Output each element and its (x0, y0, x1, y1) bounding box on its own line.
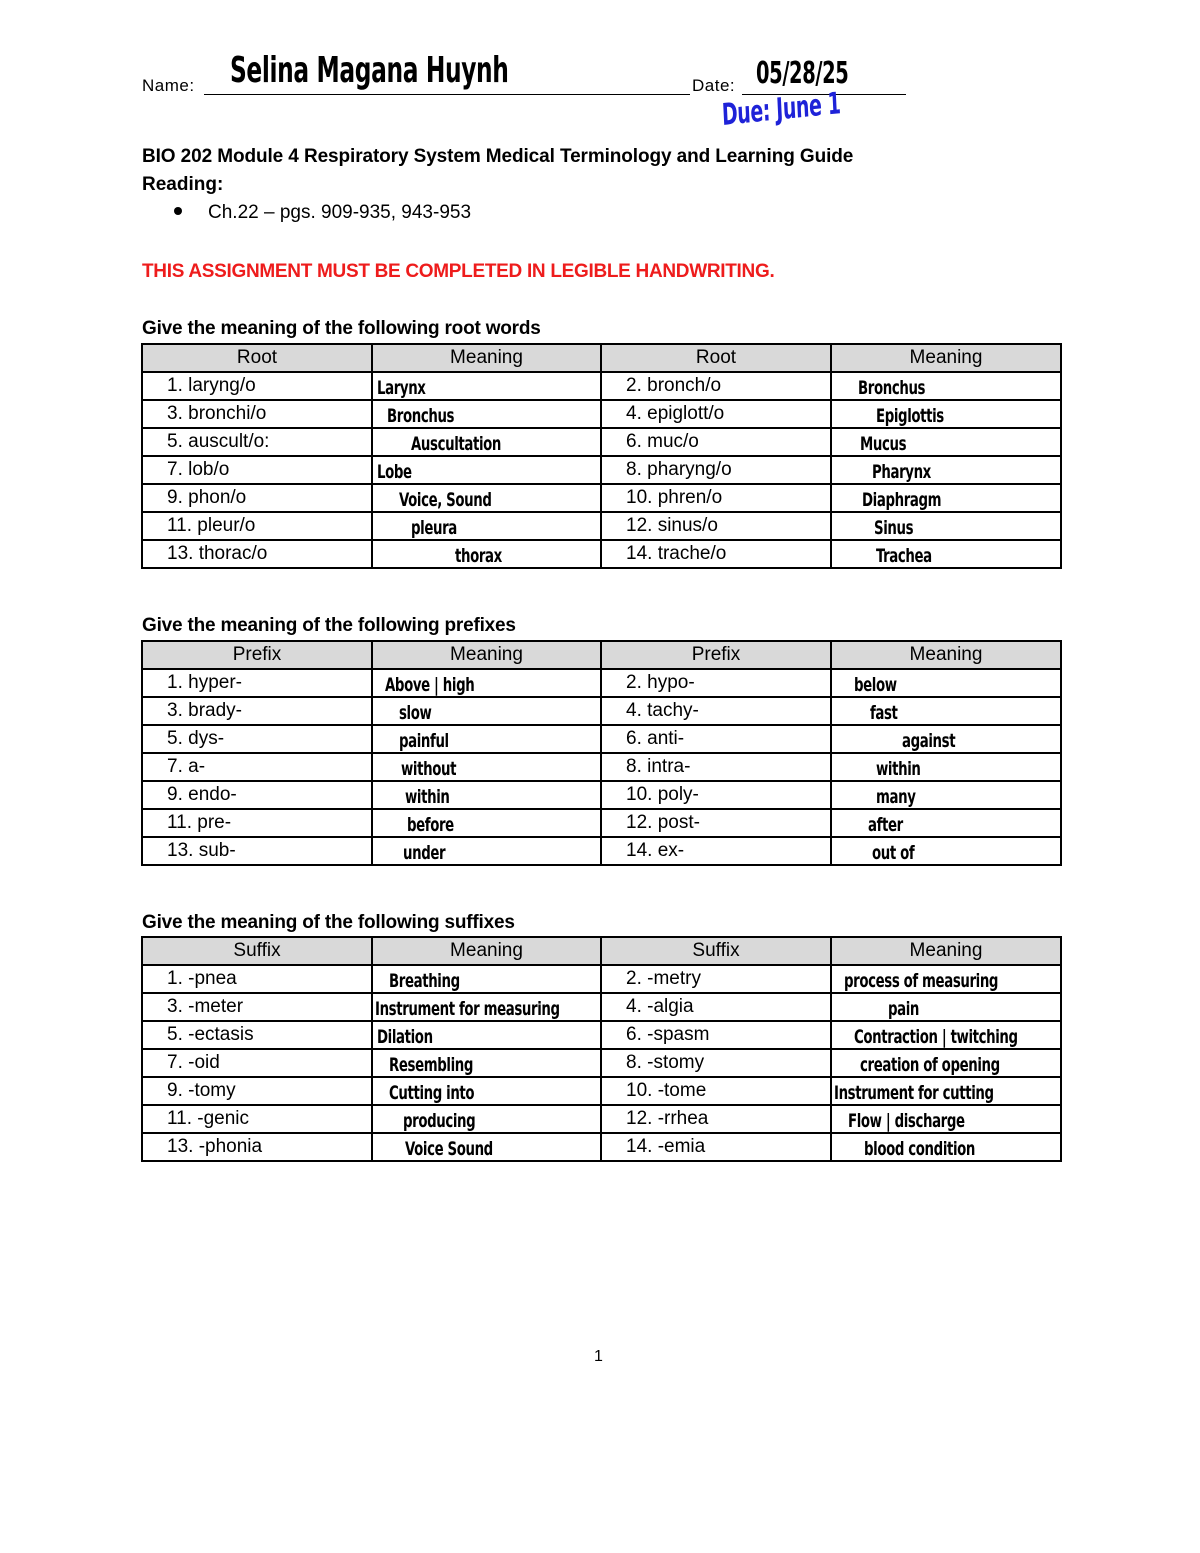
name-underline (204, 94, 690, 95)
term-cell: 9. phon/o (142, 484, 372, 512)
table-row (142, 456, 1061, 484)
term-cell: 14. ex- (601, 837, 831, 865)
handwritten-answer: Mucus (860, 433, 907, 455)
answer-cell (372, 372, 601, 400)
answer-cell (372, 512, 601, 540)
answer-cell (372, 697, 601, 725)
handwritten-answer: after (868, 814, 903, 836)
answer-cell (372, 669, 601, 697)
handwritten-answer: Flow | discharge (848, 1110, 965, 1132)
term-cell: 14. -emia (601, 1133, 831, 1161)
handwritten-answer: pain (888, 998, 920, 1020)
term-cell: 3. bronchi/o (142, 400, 372, 428)
table-row (142, 1133, 1061, 1161)
column-header: Meaning (831, 344, 1061, 372)
answer-cell (831, 512, 1061, 540)
answer-cell (372, 993, 601, 1021)
table-row (142, 1021, 1061, 1049)
answer-cell (372, 781, 601, 809)
handwritten-answer: producing (403, 1110, 476, 1132)
answer-cell (372, 540, 601, 568)
suffixes-table (141, 936, 1062, 1162)
handwritten-answer: Instrument for cutting (834, 1082, 994, 1104)
term-cell: 11. -genic (142, 1105, 372, 1133)
handwritten-answer: many (876, 786, 916, 808)
answer-cell (831, 456, 1061, 484)
table-row (142, 400, 1061, 428)
handwritten-answer: Diaphragm (862, 489, 942, 511)
handwritten-answer: Above | high (385, 674, 475, 696)
answer-cell (372, 753, 601, 781)
bullet-icon (174, 207, 182, 215)
answer-cell (831, 697, 1061, 725)
handwritten-answer: Bronchus (858, 377, 926, 399)
table-row (142, 484, 1061, 512)
table-row (142, 512, 1061, 540)
table-row (142, 837, 1061, 865)
term-cell: 13. sub- (142, 837, 372, 865)
term-cell: 3. brady- (142, 697, 372, 725)
column-header: Root (142, 344, 372, 372)
answer-cell (831, 372, 1061, 400)
answer-cell (831, 1077, 1061, 1105)
handwritten-answer: painful (399, 730, 449, 752)
table-row (142, 1049, 1061, 1077)
answer-cell (831, 809, 1061, 837)
table-header-row (142, 937, 1061, 965)
term-cell: 9. endo- (142, 781, 372, 809)
handwritten-answer: fast (870, 702, 898, 724)
term-cell: 5. -ectasis (142, 1021, 372, 1049)
answer-cell (831, 669, 1061, 697)
name-value: Selina Magana Huynh (230, 50, 509, 91)
term-cell: 5. auscult/o: (142, 428, 372, 456)
answer-cell (831, 781, 1061, 809)
page-number: 1 (594, 1348, 603, 1365)
column-header: Meaning (831, 937, 1061, 965)
answer-cell (372, 837, 601, 865)
handwritten-answer: Cutting into (389, 1082, 475, 1104)
term-cell: 4. tachy- (601, 697, 831, 725)
term-cell: 7. -oid (142, 1049, 372, 1077)
answer-cell (372, 456, 601, 484)
term-cell: 2. hypo- (601, 669, 831, 697)
table-row (142, 993, 1061, 1021)
answer-cell (831, 965, 1061, 993)
table-row (142, 1105, 1061, 1133)
suffixes-heading: Give the meaning of the following suffixes (142, 912, 515, 933)
date-value: 05/28/25 (756, 56, 849, 91)
table-row (142, 809, 1061, 837)
handwritten-answer: Bronchus (387, 405, 455, 427)
column-header: Prefix (601, 641, 831, 669)
term-cell: 2. -metry (601, 965, 831, 993)
term-cell: 10. -tome (601, 1077, 831, 1105)
answer-cell (831, 428, 1061, 456)
answer-cell (831, 540, 1061, 568)
term-cell: 4. -algia (601, 993, 831, 1021)
handwritten-answer: Voice Sound (405, 1138, 493, 1160)
column-header: Meaning (372, 344, 601, 372)
term-cell: 1. laryng/o (142, 372, 372, 400)
term-cell: 13. thorac/o (142, 540, 372, 568)
handwritten-answer: thorax (455, 545, 502, 567)
handwritten-answer: Contraction | twitching (854, 1026, 1018, 1048)
handwritten-answer: Dilation (377, 1026, 433, 1048)
term-cell: 8. -stomy (601, 1049, 831, 1077)
term-cell: 1. hyper- (142, 669, 372, 697)
handwritten-answer: Sinus (874, 517, 914, 539)
reading-item-text: Ch.22 – pgs. 909-935, 943-953 (208, 202, 472, 223)
handwritten-answer: below (854, 674, 897, 696)
term-cell: 10. phren/o (601, 484, 831, 512)
table-row (142, 372, 1061, 400)
page-title: BIO 202 Module 4 Respiratory System Medical Terminology and Learning Guide (142, 146, 854, 167)
column-header: Meaning (831, 641, 1061, 669)
handwritten-answer: blood condition (864, 1138, 976, 1160)
answer-cell (372, 428, 601, 456)
term-cell: 7. a- (142, 753, 372, 781)
handwritten-answer: Epiglottis (876, 405, 944, 427)
handwritten-answer: Voice, Sound (399, 489, 492, 511)
answer-cell (372, 809, 601, 837)
answer-cell (831, 725, 1061, 753)
handwritten-answer: out of (872, 842, 915, 864)
term-cell: 10. poly- (601, 781, 831, 809)
table-row (142, 1077, 1061, 1105)
reading-label: Reading: (142, 174, 224, 195)
term-cell: 7. lob/o (142, 456, 372, 484)
table-row (142, 725, 1061, 753)
handwritten-answer: process of measuring (844, 970, 999, 992)
table-row (142, 965, 1061, 993)
handwritten-answer: Lobe (377, 461, 412, 483)
answer-cell (372, 1049, 601, 1077)
handwritten-answer: Trachea (876, 545, 932, 567)
roots-heading: Give the meaning of the following root words (142, 318, 541, 339)
handwritten-answer: under (403, 842, 446, 864)
handwritten-answer: without (401, 758, 457, 780)
answer-cell (372, 1077, 601, 1105)
term-cell: 12. sinus/o (601, 512, 831, 540)
reading-item (174, 202, 471, 224)
table-row (142, 697, 1061, 725)
term-cell: 6. muc/o (601, 428, 831, 456)
handwritten-answer: Pharynx (872, 461, 931, 483)
warning-text: THIS ASSIGNMENT MUST BE COMPLETED IN LEGIBLE HANDWRITING. (142, 261, 775, 282)
date-label: Date: (692, 76, 736, 95)
roots-table (141, 343, 1062, 569)
table-row (142, 781, 1061, 809)
answer-cell (372, 1021, 601, 1049)
term-cell: 12. post- (601, 809, 831, 837)
column-header: Suffix (601, 937, 831, 965)
table-row (142, 540, 1061, 568)
column-header: Suffix (142, 937, 372, 965)
handwritten-answer: against (902, 730, 956, 752)
term-cell: 13. -phonia (142, 1133, 372, 1161)
prefixes-heading: Give the meaning of the following prefixes (142, 615, 516, 636)
answer-cell (831, 400, 1061, 428)
term-cell: 11. pre- (142, 809, 372, 837)
handwritten-answer: pleura (411, 517, 457, 539)
answer-cell (831, 484, 1061, 512)
handwritten-answer: within (876, 758, 921, 780)
answer-cell (831, 1105, 1061, 1133)
term-cell: 14. trache/o (601, 540, 831, 568)
table-row (142, 428, 1061, 456)
answer-cell (831, 1021, 1061, 1049)
due-note: Due: June 1 (721, 86, 842, 133)
handwritten-answer: slow (399, 702, 432, 724)
answer-cell (831, 837, 1061, 865)
answer-cell (372, 965, 601, 993)
handwritten-answer: Larynx (377, 377, 426, 399)
table-header-row (142, 344, 1061, 372)
handwritten-answer: before (407, 814, 454, 836)
answer-cell (831, 993, 1061, 1021)
handwritten-answer: Resembling (389, 1054, 474, 1076)
handwritten-answer: Breathing (389, 970, 460, 992)
answer-cell (372, 1133, 601, 1161)
handwritten-answer: Instrument for measuring (375, 998, 560, 1020)
answer-cell (372, 484, 601, 512)
table-row (142, 669, 1061, 697)
term-cell: 1. -pnea (142, 965, 372, 993)
term-cell: 8. pharyng/o (601, 456, 831, 484)
column-header: Prefix (142, 641, 372, 669)
term-cell: 4. epiglott/o (601, 400, 831, 428)
column-header: Meaning (372, 937, 601, 965)
column-header: Meaning (372, 641, 601, 669)
term-cell: 6. -spasm (601, 1021, 831, 1049)
answer-cell (372, 400, 601, 428)
handwritten-answer: Auscultation (411, 433, 502, 455)
answer-cell (831, 1049, 1061, 1077)
name-label: Name: (142, 76, 195, 95)
term-cell: 2. bronch/o (601, 372, 831, 400)
term-cell: 9. -tomy (142, 1077, 372, 1105)
term-cell: 5. dys- (142, 725, 372, 753)
answer-cell (831, 753, 1061, 781)
term-cell: 6. anti- (601, 725, 831, 753)
prefixes-table (141, 640, 1062, 866)
table-header-row (142, 641, 1061, 669)
answer-cell (372, 725, 601, 753)
term-cell: 12. -rrhea (601, 1105, 831, 1133)
answer-cell (831, 1133, 1061, 1161)
handwritten-answer: creation of opening (860, 1054, 1000, 1076)
term-cell: 8. intra- (601, 753, 831, 781)
term-cell: 3. -meter (142, 993, 372, 1021)
handwritten-answer: within (405, 786, 450, 808)
column-header: Root (601, 344, 831, 372)
answer-cell (372, 1105, 601, 1133)
table-row (142, 753, 1061, 781)
term-cell: 11. pleur/o (142, 512, 372, 540)
